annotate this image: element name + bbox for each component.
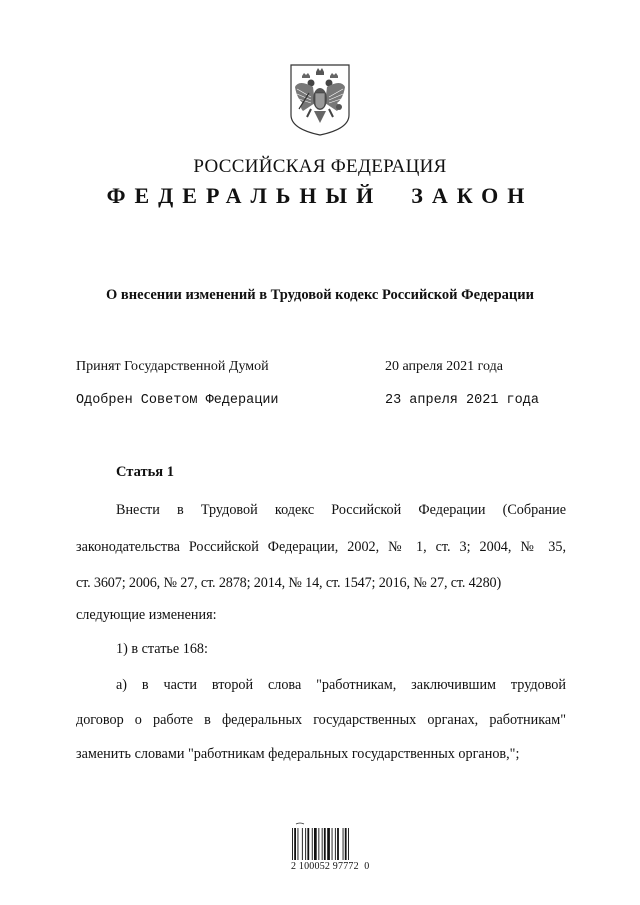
barcode-bar bbox=[343, 828, 344, 860]
duma-label: Принят Государственной Думой bbox=[76, 359, 269, 374]
barcode-bar bbox=[302, 828, 303, 860]
barcode-bar bbox=[307, 828, 309, 860]
coat-of-arms-emblem bbox=[289, 63, 351, 137]
barcode-bar bbox=[305, 828, 306, 860]
barcode-bar bbox=[314, 828, 317, 860]
article-text-line: ст. 3607; 2006, № 27, ст. 2878; 2014, № 14, ст. 1547; 2016, № 27, ст. 4280) bbox=[76, 575, 502, 591]
barcode-bar bbox=[337, 828, 339, 860]
barcode-bar bbox=[335, 828, 336, 860]
law-type-heading: ФЕДЕРАЛЬНЫЙ ЗАКОН bbox=[106, 183, 534, 208]
barcode-number: 2 100052 97772 0 bbox=[291, 861, 370, 872]
council-date: 23 апреля 2021 года bbox=[385, 393, 539, 408]
barcode-bar bbox=[312, 828, 313, 860]
barcode-bar bbox=[324, 828, 326, 860]
country-name: РОССИЙСКАЯ ФЕДЕРАЦИЯ bbox=[193, 156, 447, 177]
duma-date: 20 апреля 2021 года bbox=[385, 359, 503, 374]
barcode-bar bbox=[345, 828, 347, 860]
barcode-bar bbox=[298, 828, 299, 860]
barcode-bar bbox=[348, 828, 349, 860]
article-text-line: законодательства Российской Федерации, 2002, № 1, ст. 3; 2004, № 35, bbox=[76, 539, 566, 555]
barcode-bar bbox=[332, 828, 333, 860]
article-text-line: заменить словами "работникам федеральных государственных органов,"; bbox=[76, 746, 520, 762]
article-text-line: Внести в Трудовой кодекс Российской Федерации (Собрание bbox=[116, 502, 566, 518]
barcode-bar bbox=[292, 828, 293, 860]
barcode-bar bbox=[322, 828, 323, 860]
barcode-bar bbox=[294, 828, 296, 860]
barcode-bar bbox=[318, 828, 319, 860]
article-text-line: а) в части второй слова "работникам, заключившим трудовой bbox=[116, 677, 566, 693]
law-title: О внесении изменений в Трудовой кодекс Российской Федерации bbox=[106, 287, 534, 303]
article-text-line: 1) в статье 168: bbox=[116, 641, 208, 657]
article-heading: Статья 1 bbox=[116, 464, 174, 480]
barcode-bar bbox=[327, 828, 330, 860]
article-text-line: следующие изменения: bbox=[76, 607, 217, 623]
article-text-line: договор о работе в федеральных государственных органах, работникам" bbox=[76, 712, 566, 728]
council-label: Одобрен Советом Федерации bbox=[76, 393, 279, 408]
